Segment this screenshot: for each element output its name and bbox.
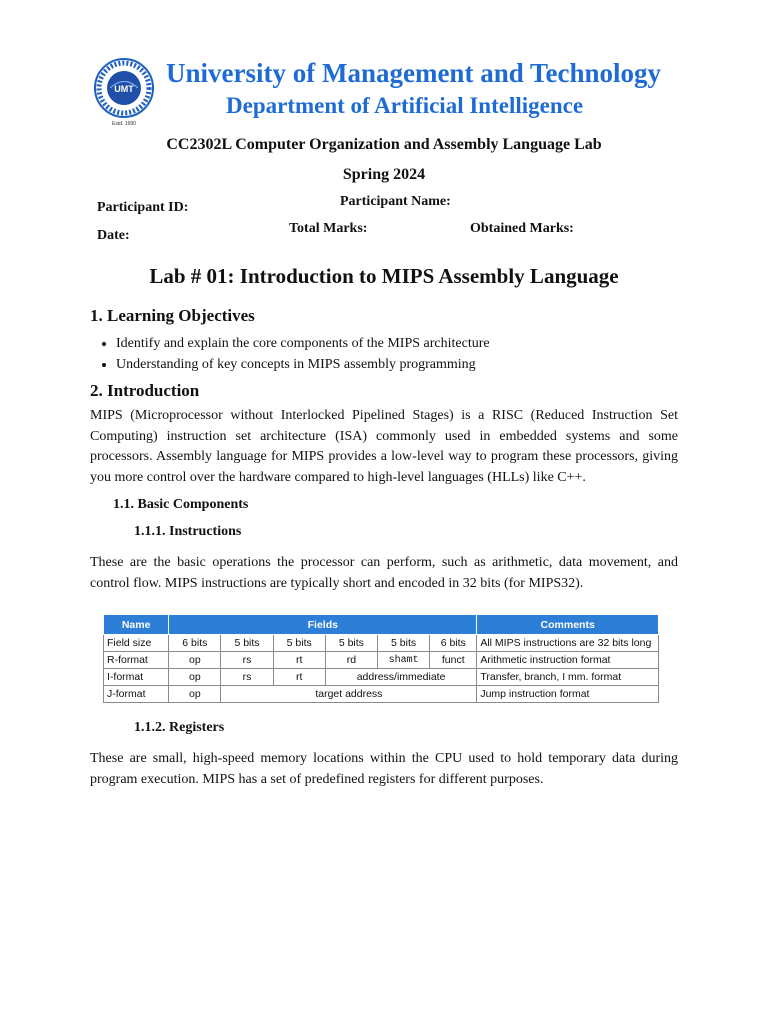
table-cell: 5 bits xyxy=(377,635,429,652)
table-row xyxy=(104,635,659,652)
table-cell: rs xyxy=(221,669,273,686)
instructions-paragraph: These are the basic operations the processor can perform, such as arithmetic, data movement, and control flow. MIPS instructions are typically short and encoded in 32 bits (for MIPS32). xyxy=(90,555,678,591)
column-header-comments: Comments xyxy=(477,615,659,635)
table-cell: rd xyxy=(325,652,377,669)
table-cell: address/immediate xyxy=(325,669,477,686)
svg-text:UMT: UMT xyxy=(114,84,134,94)
university-name: University of Management and Technology xyxy=(166,58,662,88)
table-cell: Transfer, branch, I mm. format xyxy=(477,669,659,686)
table-row xyxy=(104,669,659,686)
term: Spring 2024 xyxy=(342,166,426,183)
introduction-paragraph: MIPS (Microprocessor without Interlocked Pipelined Stages) is a RISC (Reduced Instruction Set Computing) instruction set architecture (ISA) commonly used in embedded systems and some processors. Assembly language for MIPS provides a low-level way to program these processors, giving you more control over the hardware compared to high-level languages (HLLs) like C++. xyxy=(90,408,678,485)
obtained-marks-label: Obtained Marks: xyxy=(470,221,574,236)
total-marks-label: Total Marks: xyxy=(289,221,368,236)
introduction-heading: 2. Introduction xyxy=(90,381,200,400)
lab-title: Lab # 01: Introduction to MIPS Assembly Language xyxy=(149,264,619,288)
table-cell: target address xyxy=(221,686,477,703)
table-row xyxy=(104,652,659,669)
table-row xyxy=(104,686,659,703)
table-cell: I-format xyxy=(104,669,169,686)
table-cell: Arithmetic instruction format xyxy=(477,652,659,669)
table-cell: 5 bits xyxy=(221,635,273,652)
registers-heading: 1.1.2. Registers xyxy=(134,720,225,735)
table-cell: funct xyxy=(430,652,477,669)
table-cell: 6 bits xyxy=(169,635,221,652)
table-cell: R-format xyxy=(104,652,169,669)
table-cell: J-format xyxy=(104,686,169,703)
table-cell: Field size xyxy=(104,635,169,652)
participant-name-label: Participant Name: xyxy=(340,194,451,209)
objectives-list xyxy=(96,333,676,375)
column-header-name: Name xyxy=(104,615,169,635)
table-cell: Jump instruction format xyxy=(477,686,659,703)
table-cell: All MIPS instructions are 32 bits long xyxy=(477,635,659,652)
course-title: CC2302L Computer Organization and Assembly Language Lab xyxy=(166,136,602,153)
university-logo xyxy=(93,57,155,127)
table-header-row xyxy=(104,615,659,635)
table-cell: 5 bits xyxy=(325,635,377,652)
table-cell: shamt xyxy=(377,652,429,669)
table-cell: rs xyxy=(221,652,273,669)
instruction-format-table xyxy=(103,614,659,703)
table-cell: rt xyxy=(273,669,325,686)
table-cell: op xyxy=(169,686,221,703)
table-cell: 6 bits xyxy=(430,635,477,652)
basic-components-heading: 1.1. Basic Components xyxy=(113,497,249,512)
objectives-heading: 1. Learning Objectives xyxy=(90,306,255,325)
list-item: • Understanding of key concepts in MIPS assembly programming xyxy=(116,354,676,375)
department-name: Department of Artificial Intelligence xyxy=(226,93,584,118)
table-cell: 5 bits xyxy=(273,635,325,652)
date-label: Date: xyxy=(97,228,130,243)
registers-paragraph: These are small, high-speed memory locations within the CPU used to hold temporary data during program execution. MIPS has a set of predefined registers for different purposes. xyxy=(90,751,678,787)
table-cell: op xyxy=(169,652,221,669)
instructions-heading: 1.1.1. Instructions xyxy=(134,524,242,539)
table-cell: op xyxy=(169,669,221,686)
participant-id-label: Participant ID: xyxy=(97,200,189,215)
column-header-fields: Fields xyxy=(169,615,477,635)
svg-text:Estd. 1990: Estd. 1990 xyxy=(112,121,136,127)
list-item: • Identify and explain the core components of the MIPS architecture xyxy=(116,333,676,354)
table-cell: rt xyxy=(273,652,325,669)
